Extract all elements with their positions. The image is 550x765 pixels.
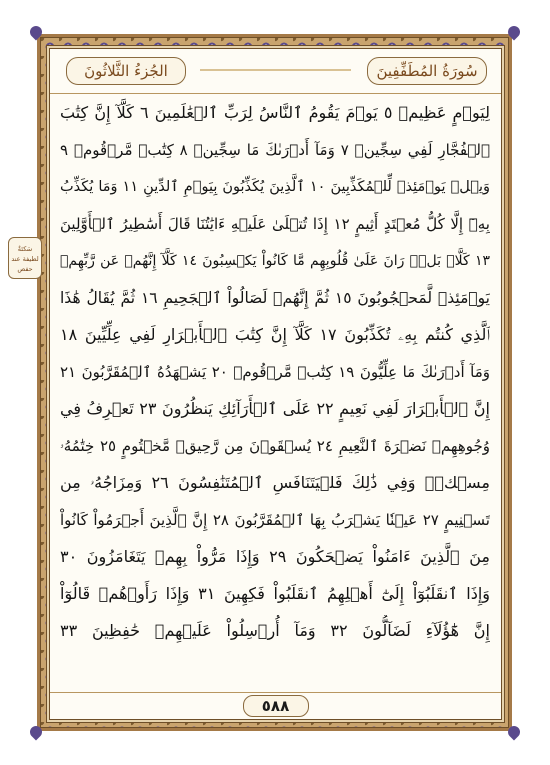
- text-line: إِنَّ هَٰٓؤُلَآءِ لَضَآلُّونَ ٣٢ وَمَآ أُرۡسِلُواْ عَلَيۡهِمۡ حَٰفِظِينَ ٣٣: [60, 621, 490, 640]
- text-line: وَيۡلٞ يَوۡمَئِذٖ لِّلۡمُكَذِّبِينَ ١٠ ٱلَّذِينَ يُكَذِّبُونَ بِيَوۡمِ ٱلدِّينِ ١١ وَمَا يُكَذِّبُ: [60, 179, 490, 195]
- surah-name: سُورَةُ المُطَفِّفِينَ: [367, 57, 487, 85]
- text-line: بِهِۦٓ إِلَّا كُلُّ مُعۡتَدٍ أَثِيمٍ ١٢ إِذَا تُتۡلَىٰ عَلَيۡهِ ءَايَٰتُنَا قَالَ أَسَٰطِيرُ ٱلۡأَوَّلِينَ: [60, 215, 490, 233]
- text-line: إِنَّ ٱلۡأَبۡرَارَ لَفِي نَعِيمٍ ٢٢ عَلَى ٱلۡأَرَآئِكِ يَنظُرُونَ ٢٣ تَعۡرِفُ فِي: [60, 399, 490, 418]
- quran-text: [60, 97, 490, 691]
- page-number: ٥٨٨: [243, 695, 309, 717]
- text-line: ١٣ كَلَّاۖ بَلۡۜ رَانَ عَلَىٰ قُلُوبِهِم مَّا كَانُواْ يَكۡسِبُونَ ١٤ كَلَّآ إِنَّهُمۡ عَن رَّبِّهِمۡ: [60, 253, 490, 269]
- marginal-note: سَكتَةٌ لطيفة عند حفص: [8, 237, 42, 279]
- text-line: تَسۡنِيمٍ ٢٧ عَيۡنٗا يَشۡرَبُ بِهَا ٱلۡمُقَرَّبُونَ ٢٨ إِنَّ ٱلَّذِينَ أَجۡرَمُواْ كَانُواْ: [60, 511, 490, 529]
- page-footer: [50, 692, 501, 719]
- text-line: يَوۡمَئِذٖ لَّمَحۡجُوبُونَ ١٥ ثُمَّ إِنَّهُمۡ لَصَالُواْ ٱلۡجَحِيمِ ١٦ ثُمَّ يُقَالُ هَٰذَا: [60, 289, 490, 307]
- text-line: مِسۡكٞۚ وَفِي ذَٰلِكَ فَلۡيَتَنَافَسِ ٱلۡمُتَنَٰفِسُونَ ٢٦ وَمِزَاجُهُۥ مِن: [60, 473, 490, 492]
- text-line: وَإِذَا ٱنقَلَبُوٓاْ إِلَىٰٓ أَهۡلِهِمُ ٱنقَلَبُواْ فَكِهِينَ ٣١ وَإِذَا رَأَوۡهُمۡ قَالُوٓاْ: [60, 584, 490, 603]
- text-line: لِيَوۡمٍ عَظِيمٖ ٥ يَوۡمَ يَقُومُ ٱلنَّاسُ لِرَبِّ ٱلۡعَٰلَمِينَ ٦ كَلَّآ إِنَّ كِتَٰبَ: [60, 103, 490, 122]
- text-line: ٱلَّذِي كُنتُم بِهِۦ تُكَذِّبُونَ ١٧ كَلَّآ إِنَّ كِتَٰبَ ٱلۡأَبۡرَارِ لَفِي عِلِّيِّينَ ١٨: [60, 325, 490, 344]
- text-line: وُجُوهِهِمۡ نَضۡرَةَ ٱلنَّعِيمِ ٢٤ يُسۡقَوۡنَ مِن رَّحِيقٖ مَّخۡتُومٍ ٢٥ خِتَٰمُهُۥ: [60, 437, 490, 455]
- text-line: وَمَآ أَدۡرَىٰكَ مَا عِلِّيُّونَ ١٩ كِتَٰبٞ مَّرۡقُومٞ ٢٠ يَشۡهَدُهُ ٱلۡمُقَرَّبُونَ ٢١: [60, 363, 490, 381]
- page-panel: [49, 48, 502, 720]
- text-line: ٱلۡفُجَّارِ لَفِي سِجِّينٖ ٧ وَمَآ أَدۡرَىٰكَ مَا سِجِّينٞ ٨ كِتَٰبٞ مَّرۡقُومٞ ٩: [60, 141, 490, 159]
- text-line: مِنَ ٱلَّذِينَ ءَامَنُواْ يَضۡحَكُونَ ٢٩ وَإِذَا مَرُّواْ بِهِمۡ يَتَغَامَزُونَ ٣٠: [60, 547, 490, 566]
- header-divider: [200, 69, 351, 71]
- juz-label: الجُزءُ الثَّلاثُونَ: [66, 57, 186, 85]
- page-header: [50, 49, 501, 94]
